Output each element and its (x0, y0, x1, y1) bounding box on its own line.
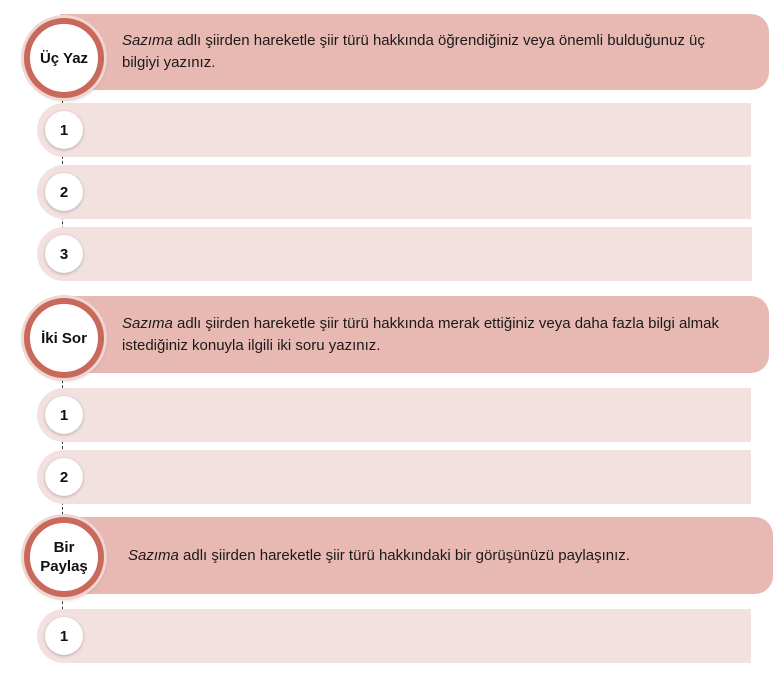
section-badge-bir-paylas: Bir Paylaş (24, 517, 104, 597)
answer-row (37, 103, 751, 157)
row-number: 1 (45, 111, 83, 149)
section-prompt-iki-sor (60, 296, 769, 373)
section-badge-uc-yaz: Üç Yaz (24, 18, 104, 98)
answer-field[interactable] (93, 615, 745, 657)
answer-field[interactable] (93, 233, 746, 275)
section-badge-iki-sor: İki Sor (24, 298, 104, 378)
section-prompt-uc-yaz (60, 14, 769, 90)
answer-row (37, 450, 751, 504)
answer-row (37, 227, 752, 281)
prompt-text: Sazıma adlı şiirden hareketle şiir türü hakkındaki bir görüşünüzü paylaşınız. (128, 546, 630, 564)
answer-row (37, 165, 751, 219)
row-number: 3 (45, 235, 83, 273)
answer-field[interactable] (93, 171, 745, 213)
answer-row (37, 609, 751, 663)
section-prompt-bir-paylas (60, 517, 773, 594)
prompt-text: Sazıma adlı şiirden hareketle şiir türü hakkında öğrendiğiniz veya önemli bulduğunuz üç bilgiyi yazınız. (122, 32, 705, 71)
row-number: 1 (45, 617, 83, 655)
answer-field[interactable] (93, 394, 745, 436)
prompt-text: Sazıma adlı şiirden hareketle şiir türü hakkında merak ettiğiniz veya daha fazla bilgi almak istediğiniz konuyla ilgili iki soru yazınız. (122, 314, 719, 354)
answer-field[interactable] (93, 109, 745, 151)
row-number: 1 (45, 396, 83, 434)
row-number: 2 (45, 458, 83, 496)
row-number: 2 (45, 173, 83, 211)
answer-field[interactable] (93, 456, 745, 498)
answer-row (37, 388, 751, 442)
